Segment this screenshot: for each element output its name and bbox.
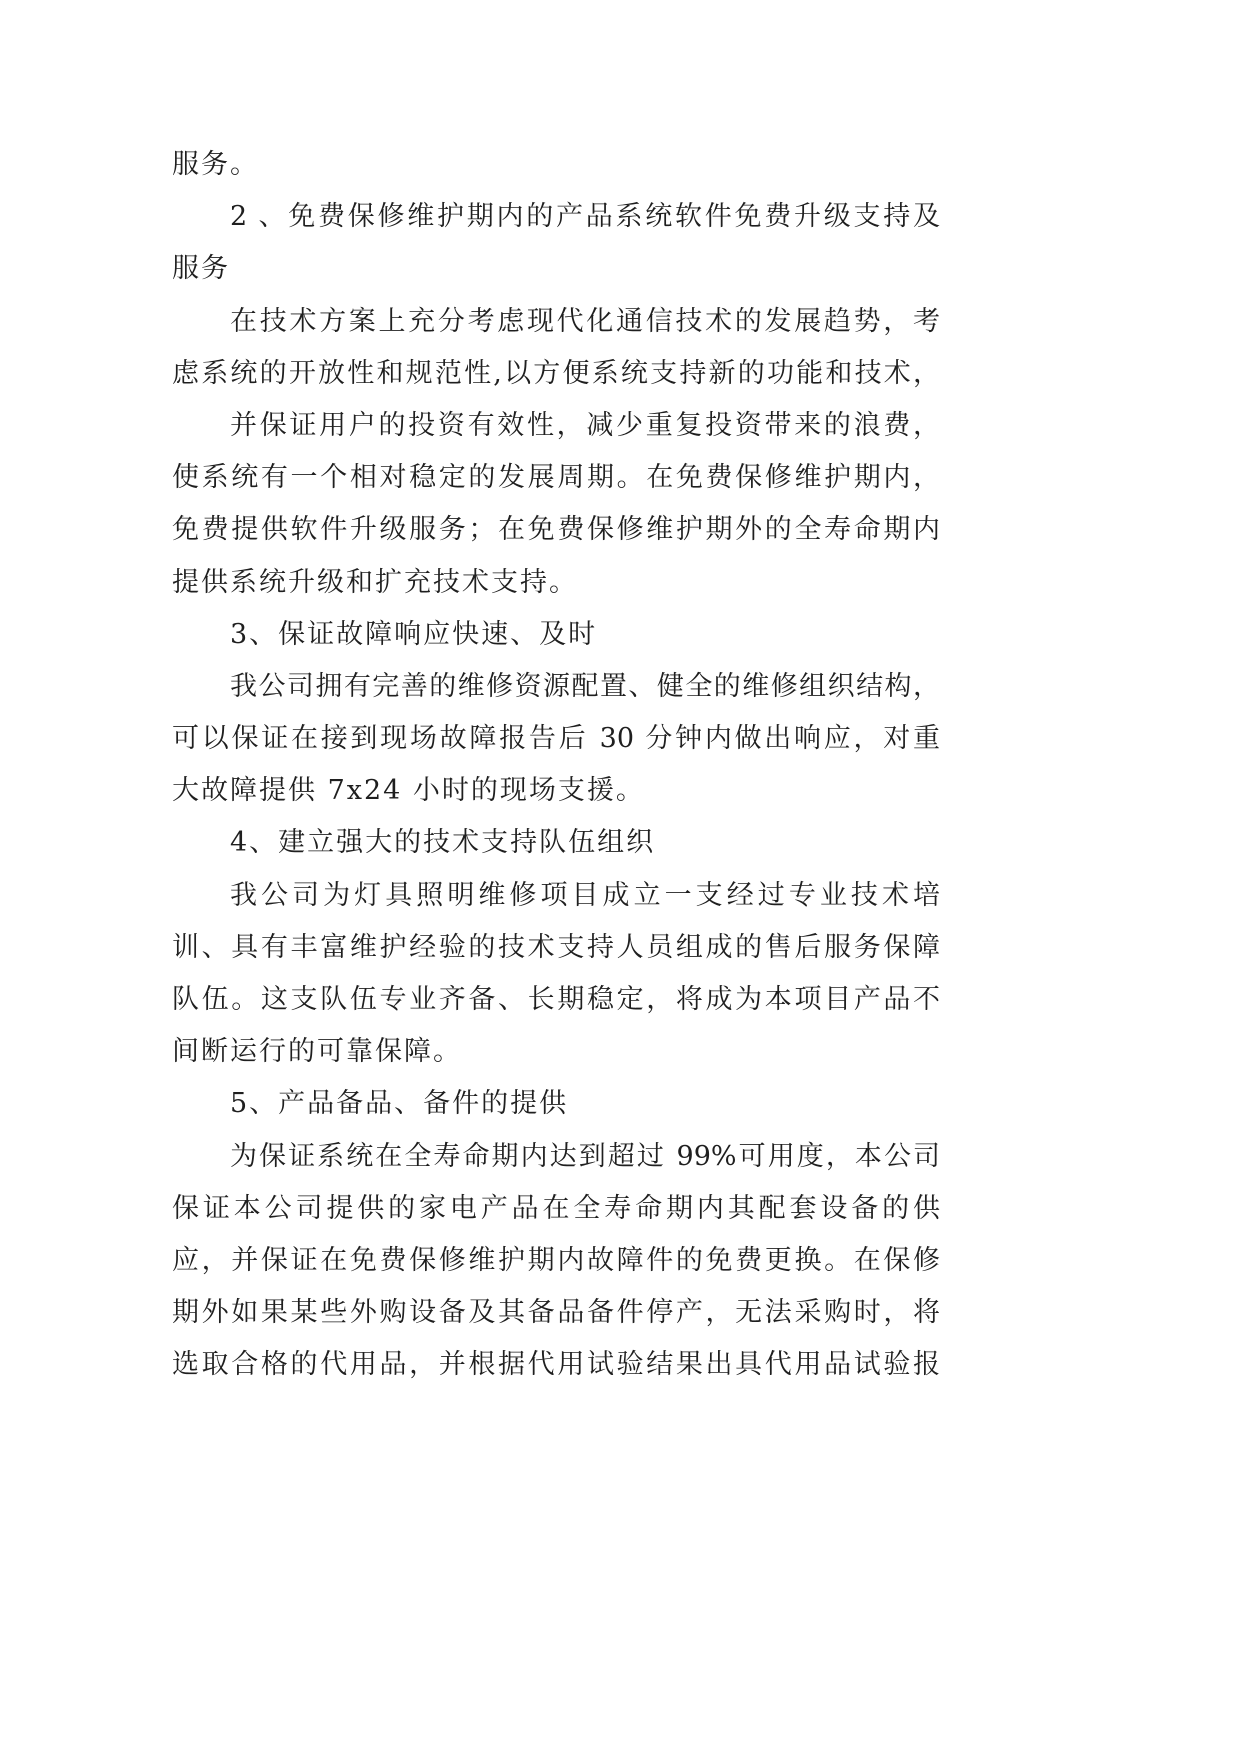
body-line: 虑系统的开放性和规范性,以方便系统支持新的功能和技术，	[172, 357, 940, 389]
body-line: 可以保证在接到现场故障报告后 30 分钟内做出响应，对重	[172, 723, 940, 755]
body-line: 大故障提供 7x24 小时的现场支援。	[172, 775, 645, 807]
section-heading-5: 5、产品备品、备件的提供	[230, 1088, 569, 1120]
section-heading-2: 2 、免费保修维护期内的产品系统软件免费升级支持及	[230, 201, 940, 233]
section-heading-4: 4、建立强大的技术支持队伍组织	[230, 827, 656, 859]
body-line: 提供系统升级和扩充技术支持。	[172, 566, 578, 598]
section-heading-3: 3、保证故障响应快速、及时	[230, 618, 598, 650]
body-line: 间断运行的可靠保障。	[172, 1036, 462, 1068]
body-line: 保证本公司提供的家电产品在全寿命期内其配套设备的供	[172, 1192, 940, 1224]
body-line: 服务。	[172, 149, 259, 180]
section-heading-2-continued: 服务	[172, 253, 230, 285]
body-line: 训、具有丰富维护经验的技术支持人员组成的售后服务保障	[172, 931, 940, 963]
body-line: 选取合格的代用品，并根据代用试验结果出具代用品试验报	[172, 1349, 940, 1381]
body-line: 在技术方案上充分考虑现代化通信技术的发展趋势，考	[230, 305, 940, 337]
body-line: 应，并保证在免费保修维护期内故障件的免费更换。在保修	[172, 1244, 940, 1276]
body-line: 期外如果某些外购设备及其备品备件停产，无法采购时，将	[172, 1297, 940, 1329]
body-line: 队伍。这支队伍专业齐备、长期稳定，将成为本项目产品不	[172, 984, 940, 1015]
body-line: 使系统有一个相对稳定的发展周期。在免费保修维护期内，	[172, 462, 940, 494]
body-line: 免费提供软件升级服务；在免费保修维护期外的全寿命期内	[172, 514, 940, 546]
body-line: 并保证用户的投资有效性，减少重复投资带来的浪费，	[230, 409, 940, 441]
body-line: 为保证系统在全寿命期内达到超过 99%可用度，本公司	[230, 1140, 940, 1172]
body-line: 我公司拥有完善的维修资源配置、健全的维修组织结构，	[230, 670, 940, 702]
body-line: 我公司为灯具照明维修项目成立一支经过专业技术培	[230, 879, 940, 911]
